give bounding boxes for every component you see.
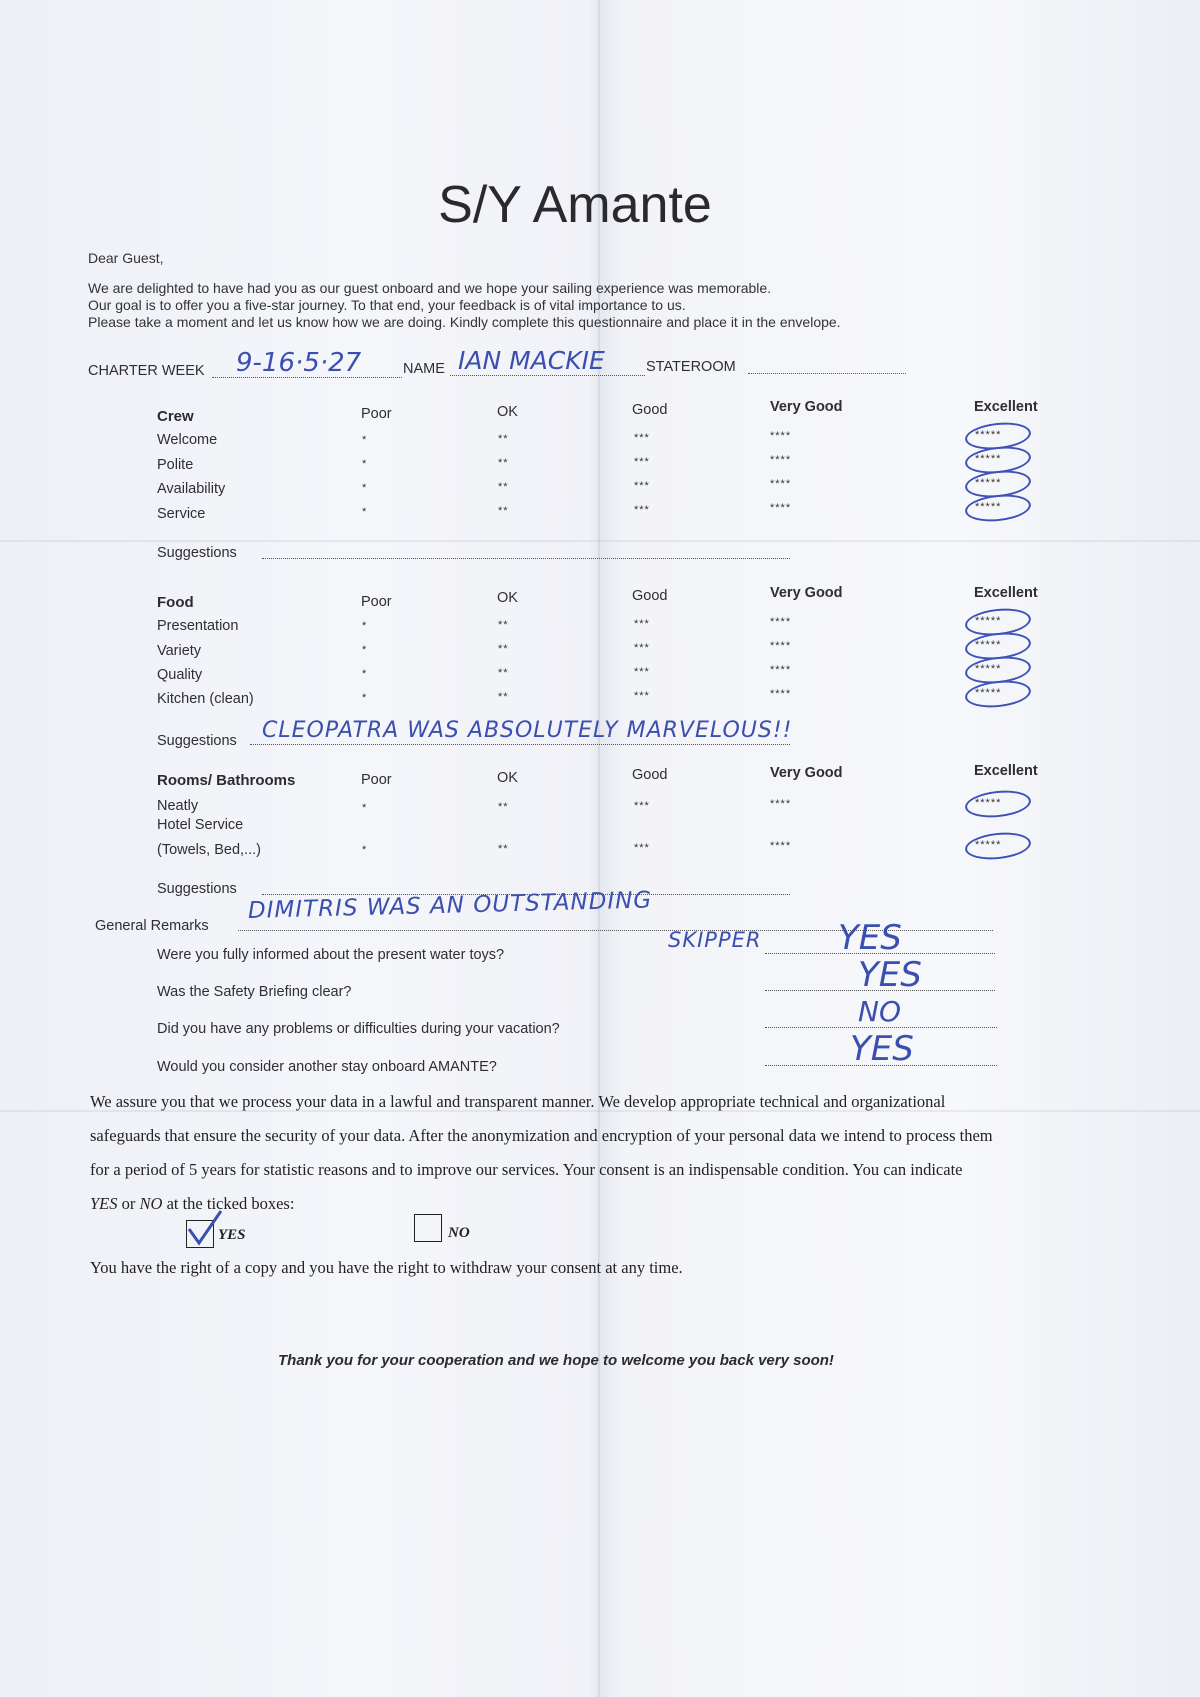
rating-option-3-stars[interactable]: *** <box>634 641 650 654</box>
rating-option-1-stars[interactable]: * <box>362 620 368 632</box>
fold-line <box>0 540 1200 542</box>
fold-line <box>598 0 600 1697</box>
consent-yes-label: YES <box>218 1227 246 1243</box>
privacy-line-3: for a period of 5 years for statistic reasons and to improve our services. Your consent is an indispensable condition. You can indicate <box>90 1160 963 1179</box>
section-title-rooms: Rooms/ Bathrooms <box>157 772 296 789</box>
rating-option-3-stars[interactable]: *** <box>634 689 650 702</box>
rating-option-1-stars[interactable]: * <box>362 802 368 814</box>
rating-option-5-stars[interactable]: ***** <box>975 663 1002 676</box>
rating-option-2-stars[interactable]: ** <box>498 618 509 631</box>
rating-option-1-stars[interactable]: * <box>362 844 368 856</box>
question-another-stay: Would you consider another stay onboard AMANTE? <box>157 1059 497 1075</box>
rating-option-5-stars[interactable]: ***** <box>975 453 1002 466</box>
item-quality: Quality <box>157 667 203 683</box>
consent-no-checkbox[interactable] <box>414 1214 442 1242</box>
question-problems: Did you have any problems or difficulties during your vacation? <box>157 1021 560 1037</box>
rating-option-5-stars[interactable]: ***** <box>975 429 1002 442</box>
withdraw-consent-text: You have the right of a copy and you have the right to withdraw your consent at any time. <box>90 1258 683 1277</box>
column-good: Good <box>632 588 668 604</box>
item-presentation: Presentation <box>157 618 239 634</box>
column-excellent: Excellent <box>974 399 1038 415</box>
selected-rating-circle <box>964 678 1032 711</box>
privacy-yes-word: YES <box>90 1194 118 1213</box>
name-field[interactable]: IAN MACKIE <box>458 346 605 375</box>
rating-option-5-stars[interactable]: ***** <box>975 687 1002 700</box>
rating-option-2-stars[interactable]: ** <box>498 666 509 679</box>
name-line <box>450 375 645 376</box>
consent-yes-checkbox[interactable] <box>186 1220 214 1248</box>
intro-line-1: We are delighted to have had you as our guest onboard and we hope your sailing experience was memorable. <box>88 280 772 296</box>
item-neatly: Neatly <box>157 798 199 814</box>
greeting: Dear Guest, <box>88 250 164 266</box>
rating-option-2-stars[interactable]: ** <box>498 480 509 493</box>
rating-option-2-stars[interactable]: ** <box>498 800 509 813</box>
column-excellent: Excellent <box>974 763 1038 779</box>
column-good: Good <box>632 402 668 418</box>
selected-rating-circle <box>964 492 1032 525</box>
rating-option-4-stars[interactable]: **** <box>770 454 792 467</box>
rating-option-4-stars[interactable]: **** <box>770 478 792 491</box>
rating-option-1-stars[interactable]: * <box>362 692 368 704</box>
general-remarks-field[interactable]: DIMITRIS WAS AN OUTSTANDING <box>247 887 653 924</box>
rating-option-3-stars[interactable]: *** <box>634 841 650 854</box>
rating-option-4-stars[interactable]: **** <box>770 502 792 515</box>
rating-option-4-stars[interactable]: **** <box>770 688 792 701</box>
column-very-good: Very Good <box>770 765 843 781</box>
column-very-good: Very Good <box>770 585 843 601</box>
rating-option-5-stars[interactable]: ***** <box>975 477 1002 490</box>
question-water-toys: Were you fully informed about the present water toys? <box>157 947 505 963</box>
rating-option-4-stars[interactable]: **** <box>770 430 792 443</box>
column-good: Good <box>632 767 668 783</box>
rating-option-2-stars[interactable]: ** <box>498 842 509 855</box>
food-suggestions-label: Suggestions <box>157 733 237 749</box>
selected-rating-circle <box>964 788 1032 821</box>
charter-week-field[interactable]: 9-16·5·27 <box>236 348 362 378</box>
rating-option-3-stars[interactable]: *** <box>634 503 650 516</box>
crew-suggestions-field[interactable] <box>262 558 790 559</box>
rating-option-4-stars[interactable]: **** <box>770 640 792 653</box>
charter-week-label: CHARTER WEEK <box>88 363 205 379</box>
privacy-line-2: safeguards that ensure the security of your data. After the anonymization and encryption of your personal data we intend to process them <box>90 1126 993 1145</box>
item-variety: Variety <box>157 643 202 659</box>
intro-line-2: Our goal is to offer you a five-star journey. To that end, your feedback is of vital importance to us. <box>88 297 686 313</box>
privacy-ticked-boxes: at the ticked boxes: <box>162 1194 295 1213</box>
rating-option-3-stars[interactable]: *** <box>634 479 650 492</box>
column-poor: Poor <box>361 772 392 788</box>
column-ok: OK <box>497 404 518 420</box>
column-poor: Poor <box>361 406 392 422</box>
stateroom-field[interactable] <box>748 373 906 374</box>
privacy-or-word: or <box>117 1194 140 1213</box>
item-hotel-service: Hotel Service <box>157 817 244 833</box>
rating-option-4-stars[interactable]: **** <box>770 840 792 853</box>
rating-option-1-stars[interactable]: * <box>362 644 368 656</box>
section-title-food: Food <box>157 594 194 611</box>
item-welcome: Welcome <box>157 432 218 448</box>
stateroom-label: STATEROOM <box>646 359 736 375</box>
rating-option-3-stars[interactable]: *** <box>634 455 650 468</box>
item-polite: Polite <box>157 457 194 473</box>
rooms-suggestions-label: Suggestions <box>157 881 237 897</box>
general-remarks-field-line2[interactable]: SKIPPER <box>668 928 762 952</box>
rating-option-5-stars[interactable]: ***** <box>975 797 1002 810</box>
item-kitchen: Kitchen (clean) <box>157 691 254 707</box>
rating-option-4-stars[interactable]: **** <box>770 798 792 811</box>
page-title: S/Y Amante <box>438 176 712 234</box>
rating-option-3-stars[interactable]: *** <box>634 665 650 678</box>
rating-option-2-stars[interactable]: ** <box>498 432 509 445</box>
rating-option-2-stars[interactable]: ** <box>498 690 509 703</box>
rating-option-3-stars[interactable]: *** <box>634 617 650 630</box>
intro-line-3: Please take a moment and let us know how we are doing. Kindly complete this questionnaire and place it in the envelope. <box>88 314 841 330</box>
section-title-crew: Crew <box>157 408 194 425</box>
rating-option-1-stars[interactable]: * <box>362 506 368 518</box>
column-very-good: Very Good <box>770 399 843 415</box>
answer-water-toys[interactable]: YES <box>838 918 902 958</box>
rating-option-5-stars[interactable]: ***** <box>975 501 1002 514</box>
rating-option-4-stars[interactable]: **** <box>770 616 792 629</box>
answer-problems[interactable]: NO <box>858 995 901 1028</box>
rating-option-1-stars[interactable]: * <box>362 482 368 494</box>
crew-suggestions-label: Suggestions <box>157 545 237 561</box>
column-poor: Poor <box>361 594 392 610</box>
question-safety-briefing: Was the Safety Briefing clear? <box>157 984 352 1000</box>
privacy-no-word: NO <box>139 1194 163 1213</box>
name-label: NAME <box>403 361 445 377</box>
answer-safety-briefing[interactable]: YES <box>858 955 922 995</box>
rating-option-3-stars[interactable]: *** <box>634 431 650 444</box>
rating-option-2-stars[interactable]: ** <box>498 642 509 655</box>
answer-another-stay[interactable]: YES <box>850 1029 914 1069</box>
rating-option-4-stars[interactable]: **** <box>770 664 792 677</box>
item-availability: Availability <box>157 481 226 497</box>
food-suggestions-line <box>250 744 790 745</box>
column-ok: OK <box>497 590 518 606</box>
general-remarks-label: General Remarks <box>95 918 209 934</box>
column-excellent: Excellent <box>974 585 1038 601</box>
rating-option-5-stars[interactable]: ***** <box>975 839 1002 852</box>
rating-option-1-stars[interactable]: * <box>362 458 368 470</box>
thank-you-line: Thank you for your cooperation and we hope to welcome you back very soon! <box>278 1352 834 1369</box>
item-towels-bed: (Towels, Bed,...) <box>157 842 261 858</box>
rating-option-2-stars[interactable]: ** <box>498 504 509 517</box>
rating-option-2-stars[interactable]: ** <box>498 456 509 469</box>
rating-option-5-stars[interactable]: ***** <box>975 615 1002 628</box>
selected-rating-circle <box>964 830 1032 863</box>
item-service: Service <box>157 506 206 522</box>
privacy-line-1: We assure you that we process your data in a lawful and transparent manner. We develop appropriate technical and organizational <box>90 1092 946 1111</box>
food-suggestions-field[interactable]: CLEOPATRA WAS ABSOLUTELY MARVELOUS!! <box>262 718 793 743</box>
rating-option-1-stars[interactable]: * <box>362 668 368 680</box>
rating-option-1-stars[interactable]: * <box>362 434 368 446</box>
column-ok: OK <box>497 770 518 786</box>
rating-option-5-stars[interactable]: ***** <box>975 639 1002 652</box>
rating-option-3-stars[interactable]: *** <box>634 799 650 812</box>
consent-no-label: NO <box>448 1225 470 1241</box>
